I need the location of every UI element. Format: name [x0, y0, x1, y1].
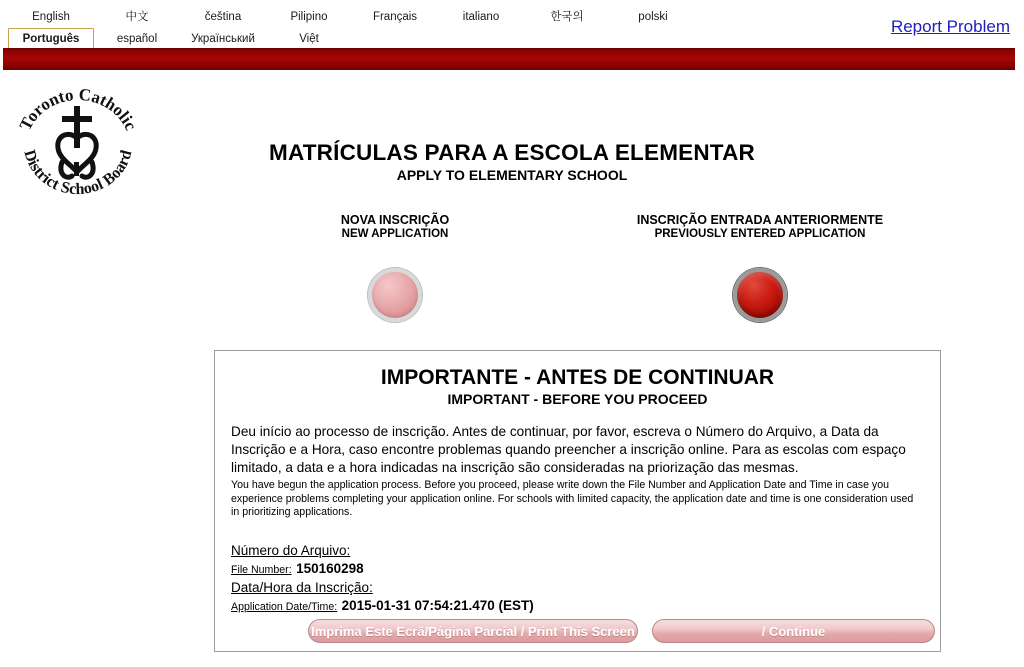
print-screen-button[interactable]: Imprima Este Ecrã/Página Parcial / Print This Screen	[308, 619, 638, 643]
important-title-en: IMPORTANT - BEFORE YOU PROCEED	[447, 391, 708, 407]
language-bar	[0, 0, 1024, 50]
continue-button[interactable]: / Continue	[652, 619, 935, 643]
language-option-6[interactable]: 한국의	[550, 10, 584, 23]
red-divider-band	[3, 48, 1015, 70]
page-title-en: APPLY TO ELEMENTARY SCHOOL	[396, 167, 628, 183]
important-body-pt: Deu início ao processo de inscrição. Antes de continuar, por favor, escreva o Número do Arquivo, a Data da Inscrição e a Hora, caso encontre problemas quando preencher a inscrição online. Para as escolas com espaço limitado, a data e a hora indicadas na inscrição são consideradas na priorização das mesmas.	[231, 424, 906, 475]
page-title	[0, 140, 1024, 184]
language-list	[8, 6, 768, 50]
important-notice-panel	[214, 350, 941, 652]
language-option-9[interactable]: español	[116, 32, 158, 45]
language-option-0[interactable]: English	[32, 10, 70, 23]
new-application-button[interactable]	[368, 268, 422, 322]
previous-application-button[interactable]	[733, 268, 787, 322]
language-option-10[interactable]: Український	[191, 32, 255, 45]
language-option-4[interactable]: Français	[372, 10, 418, 23]
choice-previous-application	[600, 213, 920, 322]
important-title-pt: IMPORTANTE - ANTES DE CONTINUAR	[380, 366, 775, 389]
application-datetime-row	[231, 597, 924, 616]
important-body-en: You have begun the application process. Before you proceed, please write down the File Number and Application Date and Time in case you experience problems completing your application online. For schools with limited capacity, the application date and time is one consideration used in prioritizing applications.	[231, 479, 914, 518]
application-datetime-label-pt: Data/Hora da Inscrição:	[231, 579, 373, 595]
language-option-11[interactable]: Việt	[299, 32, 319, 45]
panel-actions	[215, 619, 914, 645]
language-option-1[interactable]: 中文	[125, 10, 149, 23]
application-choices	[0, 213, 1024, 343]
file-number-value: 150160298	[296, 560, 364, 576]
language-option-8[interactable]: Português	[8, 28, 94, 49]
language-option-5[interactable]: italiano	[462, 10, 500, 23]
choice-previous-application-label-en: PREVIOUSLY ENTERED APPLICATION	[654, 228, 866, 240]
application-datetime-value: 2015-01-31 07:54:21.470 (EST)	[341, 597, 534, 613]
svg-text:District School Board: District School Board	[20, 148, 136, 196]
choice-previous-application-label-pt: INSCRIÇÃO ENTRADA ANTERIORMENTE	[636, 213, 884, 227]
language-option-7[interactable]: polski	[638, 10, 668, 23]
choice-new-application-label-en: NEW APPLICATION	[341, 228, 449, 240]
language-option-2[interactable]: čeština	[204, 10, 242, 23]
choice-new-application-label-pt: NOVA INSCRIÇÃO	[340, 213, 450, 227]
language-option-3[interactable]: Pilipino	[290, 10, 328, 23]
application-identifiers	[229, 542, 926, 616]
choice-new-application	[275, 213, 515, 322]
page-title-pt: MATRÍCULAS PARA A ESCOLA ELEMENTAR	[269, 140, 755, 165]
file-number-label-en: File Number:	[231, 563, 292, 576]
svg-text:Toronto Catholic: Toronto Catholic	[15, 84, 141, 134]
application-datetime-label-en: Application Date/Time:	[231, 600, 338, 613]
file-number-row	[231, 560, 924, 579]
report-problem-link[interactable]: Report Problem	[890, 17, 1010, 36]
file-number-label-pt: Número do Arquivo:	[231, 542, 351, 558]
